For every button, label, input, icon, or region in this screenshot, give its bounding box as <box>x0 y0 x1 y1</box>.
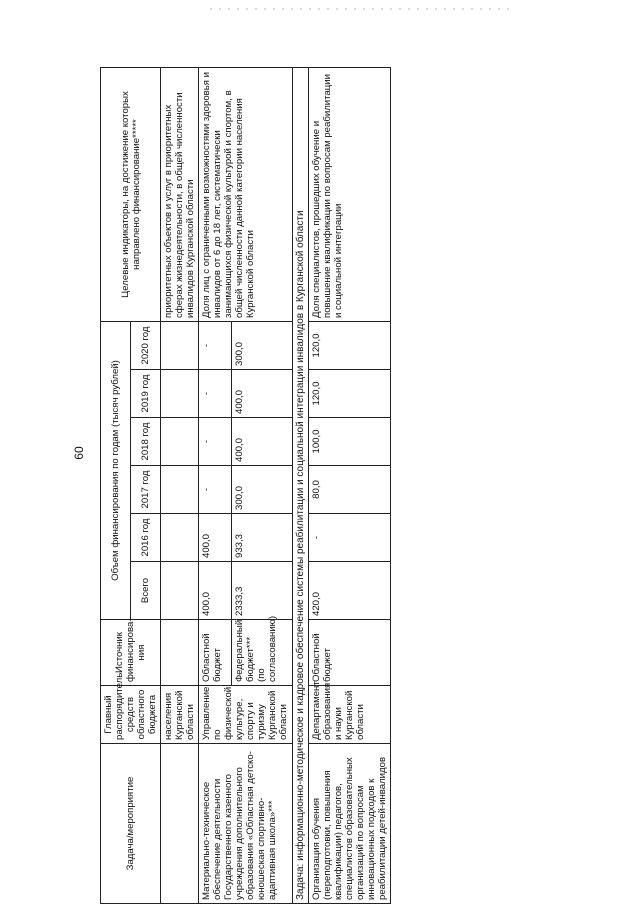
value-total: 2333,3 <box>232 562 292 620</box>
header-source: Источник финансирова-ния <box>101 620 161 686</box>
value-2019: 400,0 <box>232 370 292 418</box>
source-cell: Областной бюджет <box>199 620 232 686</box>
section-row <box>292 68 309 904</box>
header-volume: Объем финансирования по годам (тысяч рублей) <box>101 322 131 620</box>
value-2017: - <box>199 466 232 514</box>
source-cell <box>161 620 199 686</box>
indicator-cell: Доля специалистов, прошедших обучение и повышение квалификации по вопросам реабилитации и социальной интеграции <box>309 68 391 322</box>
value-total: 400,0 <box>199 562 232 620</box>
value-2018: 100,0 <box>309 418 391 466</box>
value-2017 <box>161 466 199 514</box>
header-year-2017: 2017 год <box>131 466 161 514</box>
source-cell: Областной бюджет <box>309 620 391 686</box>
funding-table <box>100 67 391 904</box>
value-2016: - <box>309 514 391 562</box>
manager-cell: населения Курганской области <box>161 686 199 744</box>
table-row <box>199 68 232 904</box>
value-2018: - <box>199 418 232 466</box>
header-manager: Главный распорядитель средств областного бюджета <box>101 686 161 744</box>
value-2019 <box>161 370 199 418</box>
header-year-2020: 2020 год <box>131 322 161 370</box>
value-2020: 300,0 <box>232 322 292 370</box>
task-cell: Материально-техническое обеспечение деятельности Государственного казенного учреждения дополнительного образования «Областная детско-юношеская спортивно-адаптивная школа»*** <box>199 744 292 904</box>
section-title: Задача: информационно-методическое и кадровое обеспечение системы реабилитации и социальной интеграции инвалидов в Курганской области <box>292 68 309 904</box>
indicator-cell: Доля лиц с ограниченными возможностями здоровья и инвалидов от 6 до 18 лет, систематически занимающихся физической культурой и спортом, в общей численности данной категории населения Курганской области <box>199 68 292 322</box>
value-2016: 400,0 <box>199 514 232 562</box>
value-2020 <box>161 322 199 370</box>
manager-cell: Департамент образования и науки Курганской области <box>309 686 391 744</box>
page-number: 60 <box>72 446 86 460</box>
header-task: Задача/мероприятие <box>101 744 161 904</box>
manager-cell: Управление по физической культуре, спорту и туризму Курганской области <box>199 686 292 744</box>
task-cell <box>161 744 199 904</box>
header-total: Всего <box>131 562 161 620</box>
value-2017: 80,0 <box>309 466 391 514</box>
value-total: 420,0 <box>309 562 391 620</box>
scan-artifact <box>210 8 510 10</box>
value-2016: 933,3 <box>232 514 292 562</box>
header-indicators: Целевые индикаторы, на достижение которых направлено финансирование***** <box>101 68 161 322</box>
value-2020: 120,0 <box>309 322 391 370</box>
header-row-1 <box>101 68 131 904</box>
rotated-table-sheet <box>100 68 515 904</box>
value-total <box>161 562 199 620</box>
value-2019: - <box>199 370 232 418</box>
table-row <box>309 68 391 904</box>
header-year-2019: 2019 год <box>131 370 161 418</box>
indicator-cell: приоритетных объектов и услуг в приоритетных сферах жизнедеятельности, в общей численности инвалидов Курганской области <box>161 68 199 322</box>
table-row <box>161 68 199 904</box>
header-year-2018: 2018 год <box>131 418 161 466</box>
header-year-2016: 2016 год <box>131 514 161 562</box>
value-2018 <box>161 418 199 466</box>
value-2016 <box>161 514 199 562</box>
value-2019: 120,0 <box>309 370 391 418</box>
value-2020: - <box>199 322 232 370</box>
source-cell: Федеральный бюджет*** (по согласованию) <box>232 620 292 686</box>
value-2017: 300,0 <box>232 466 292 514</box>
task-cell: Организация обучения (переподготовки, повышения квалификации) педагогов, специалистов образовательных организаций по вопросам инновационных подходов к реабилитации детей-инвалидов <box>309 744 391 904</box>
value-2018: 400,0 <box>232 418 292 466</box>
